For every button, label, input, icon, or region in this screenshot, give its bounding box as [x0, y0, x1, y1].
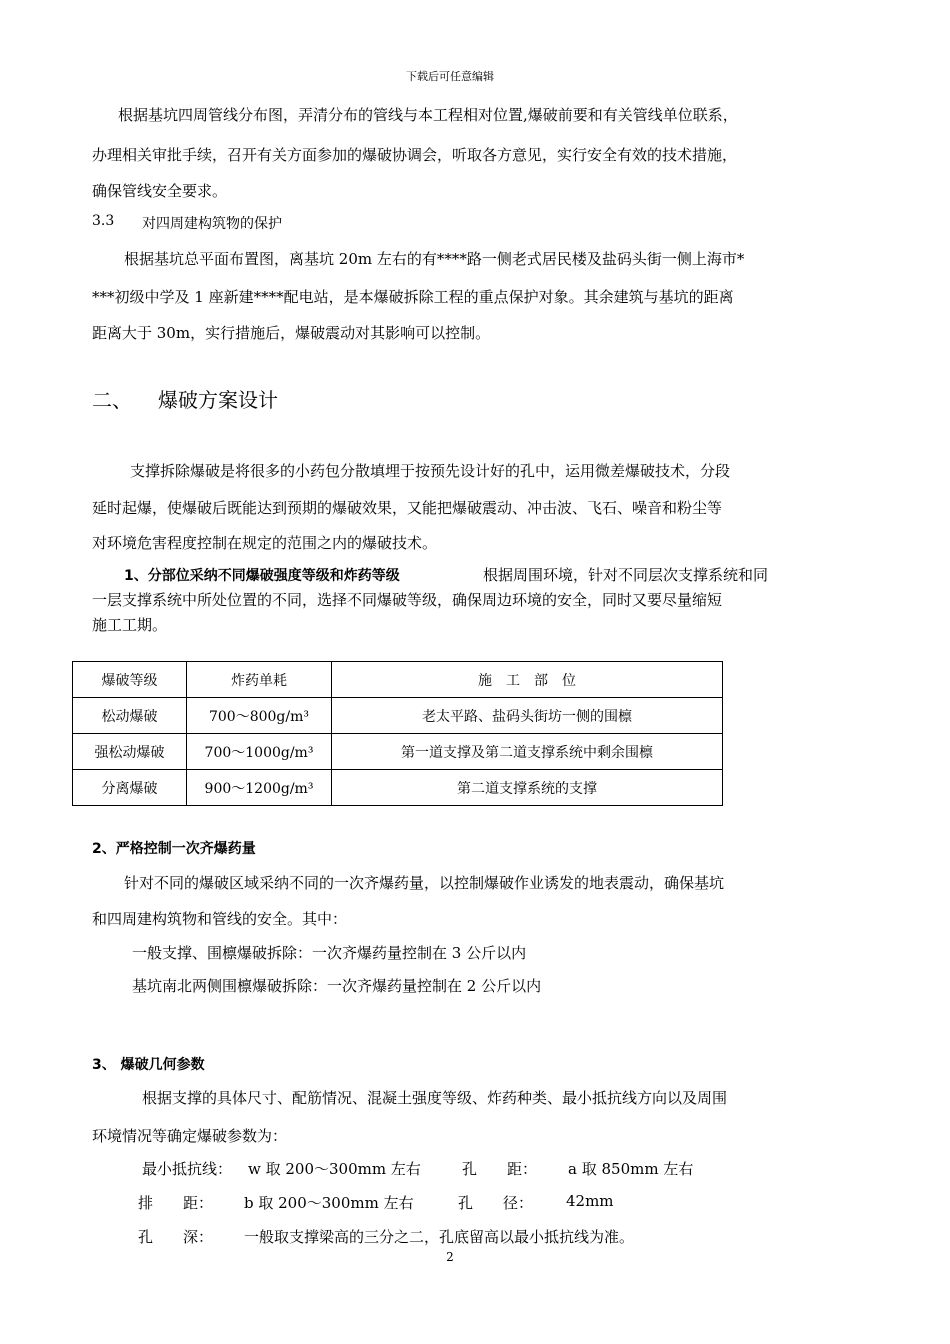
table-row — [73, 734, 723, 770]
paragraph-line: 一般支撑、围檩爆破拆除：一次齐爆药量控制在 3 公斤以内 — [132, 944, 527, 962]
item-title: 2、严格控制一次齐爆药量 — [92, 841, 256, 857]
paragraph-line: 一层支撑系统中所处位置的不同，选择不同爆破等级，确保周边环境的安全，同时又要尽量缩短 — [92, 591, 723, 609]
table-cell: 强松动爆破 — [73, 734, 187, 770]
param-label: 孔 深： — [138, 1228, 214, 1246]
paragraph-line: ***初级中学及 1 座新建****配电站，是本爆破拆除工程的重点保护对象。其余建筑与基坑的距离 — [92, 288, 734, 306]
paragraph-line: 基坑南北两侧围檩爆破拆除：一次齐爆药量控制在 2 公斤以内 — [132, 977, 542, 995]
param-label: 最小抵抗线： — [142, 1160, 233, 1178]
item-title: 1、分部位采纳不同爆破强度等级和炸药等级 — [124, 568, 400, 584]
paragraph-line: 对环境危害程度控制在规定的范围之内的爆破技术。 — [92, 534, 438, 552]
param-value: b 取 200～300mm 左右 — [244, 1194, 414, 1212]
param-value: 一般取支撑梁高的三分之二，孔底留高以最小抵抗线为准。 — [244, 1228, 635, 1246]
table-cell: 老太平路、盐码头街坊一侧的围檩 — [332, 698, 723, 734]
subsection-number: 3.3 — [92, 213, 115, 229]
table-cell: 700～800g/m³ — [187, 698, 332, 734]
param-label: 孔 距： — [462, 1160, 538, 1178]
paragraph-line: 根据支撑的具体尺寸、配筋情况、混凝土强度等级、炸药种类、最小抵抗线方向以及周围 — [142, 1089, 728, 1107]
paragraph-line: 根据基坑总平面布置图，离基坑 20m 左右的有****路一侧老式居民楼及盐码头街一侧上海市* — [124, 250, 745, 268]
param-value: 42mm — [566, 1192, 614, 1210]
section-number: 二、 — [92, 388, 132, 412]
paragraph-line: 根据基坑四周管线分布图，弄清分布的管线与本工程相对位置,爆破前要和有关管线单位联系， — [118, 106, 738, 124]
paragraph-line: 确保管线安全要求。 — [92, 182, 228, 200]
section-title: 爆破方案设计 — [158, 388, 278, 412]
table-cell: 分离爆破 — [73, 770, 187, 806]
table-cell: 第二道支撑系统的支撑 — [332, 770, 723, 806]
page-number: 2 — [446, 1250, 454, 1264]
subsection-title: 对四周建构筑物的保护 — [142, 216, 282, 232]
paragraph-line: 距离大于 30m，实行措施后，爆破震动对其影响可以控制。 — [92, 324, 491, 342]
item-title: 3、 爆破几何参数 — [92, 1057, 205, 1073]
table-header-cell: 施 工 部 位 — [332, 662, 723, 698]
paragraph-line: 施工工期。 — [92, 616, 168, 634]
page-header: 下载后可任意编辑 — [406, 70, 494, 83]
table-header-cell: 爆破等级 — [73, 662, 187, 698]
param-value: a 取 850mm 左右 — [568, 1160, 694, 1178]
paragraph-line: 和四周建构筑物和管线的安全。其中： — [92, 910, 348, 928]
table-row — [73, 698, 723, 734]
param-label: 排 距： — [138, 1194, 214, 1212]
table-cell: 700～1000g/m³ — [187, 734, 332, 770]
table-cell: 松动爆破 — [73, 698, 187, 734]
param-value: w 取 200～300mm 左右 — [248, 1160, 421, 1178]
table-header-row — [73, 662, 723, 698]
paragraph-line: 办理相关审批手续，召开有关方面参加的爆破协调会，听取各方意见，实行安全有效的技术措施， — [92, 146, 738, 164]
table-row — [73, 770, 723, 806]
table-header-cell: 炸药单耗 — [187, 662, 332, 698]
paragraph-line: 支撑拆除爆破是将很多的小药包分散填埋于按预先设计好的孔中，运用微差爆破技术，分段 — [130, 462, 731, 480]
paragraph-line: 针对不同的爆破区域采纳不同的一次齐爆药量，以控制爆破作业诱发的地表震动，确保基坑 — [124, 874, 725, 892]
param-label: 孔 径： — [458, 1194, 534, 1212]
blasting-table — [72, 661, 723, 806]
table-cell: 第一道支撑及第二道支撑系统中剩余围檩 — [332, 734, 723, 770]
table-cell: 900～1200g/m³ — [187, 770, 332, 806]
paragraph-line: 环境情况等确定爆破参数为： — [92, 1127, 288, 1145]
paragraph-line: 根据周围环境，针对不同层次支撑系统和同 — [483, 566, 769, 584]
paragraph-line: 延时起爆，使爆破后既能达到预期的爆破效果，又能把爆破震动、冲击波、飞石、噪音和粉尘等 — [92, 499, 723, 517]
